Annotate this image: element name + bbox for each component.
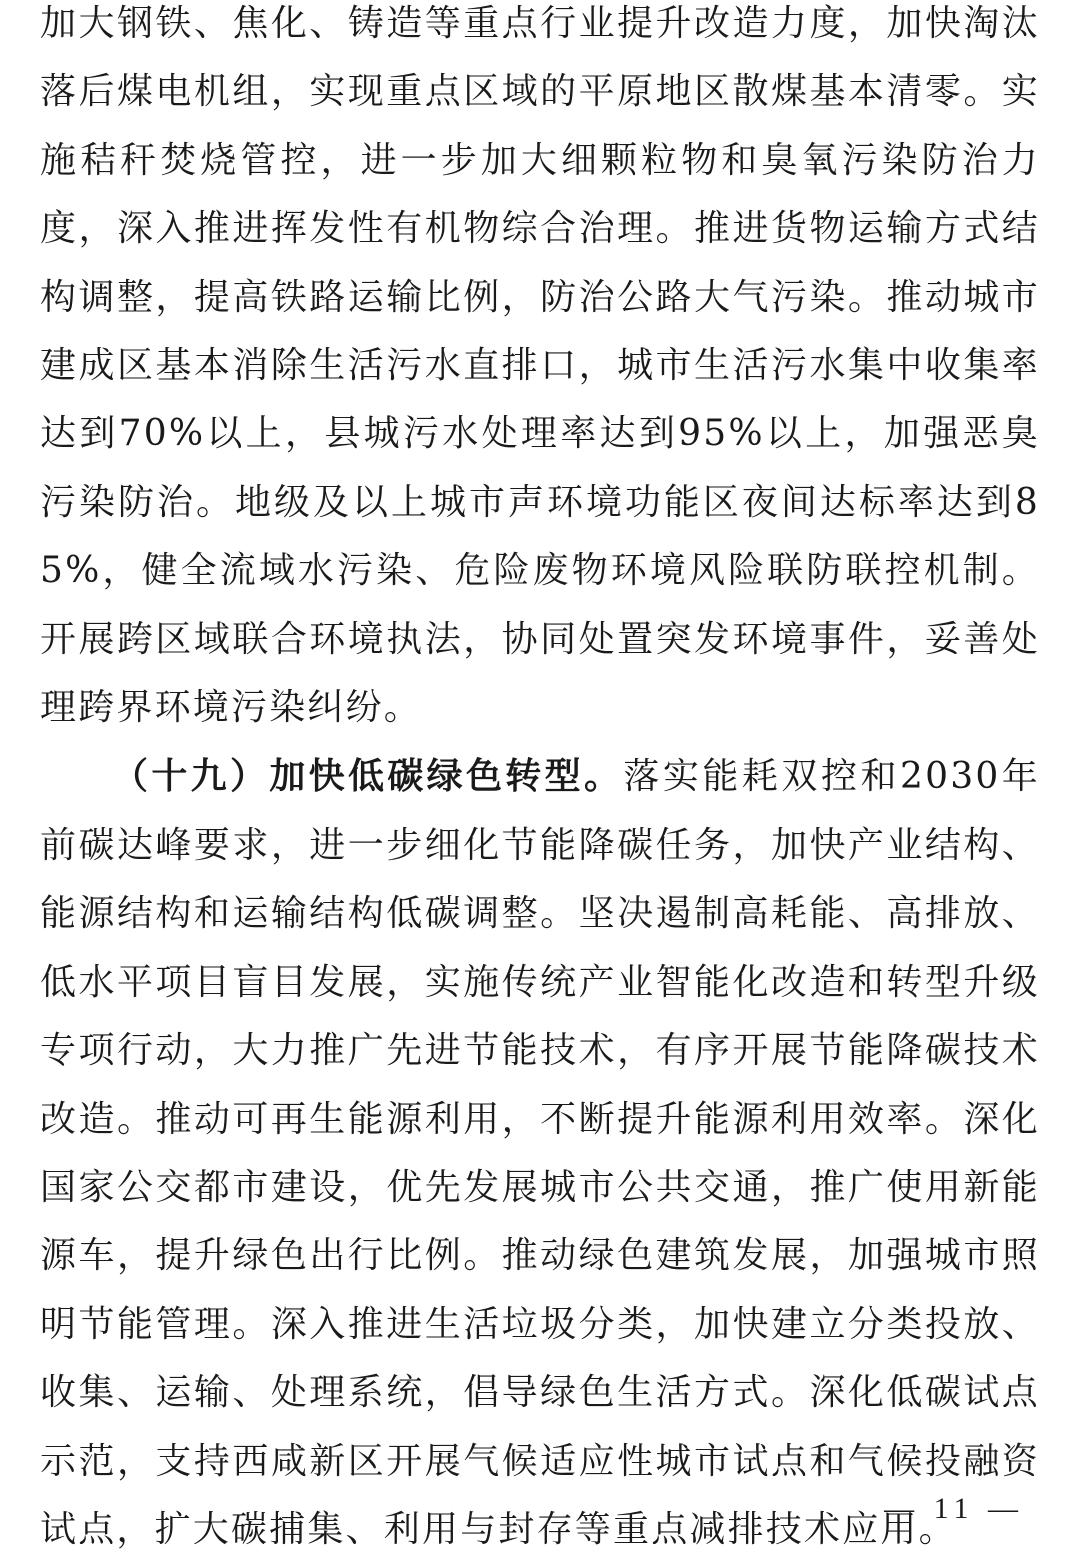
section-heading: （十九）加快低碳绿色转型。 <box>112 755 624 798</box>
body-paragraph: 加大钢铁、焦化、铸造等重点行业提升改造力度，加快淘汰落后煤电机组，实现重点区域的平原地区散煤基本清零。实施秸秆焚烧管控，进一步加大细颗粒物和臭氧污染防治力度，深入推进挥发性有机物综合治理。推进货物运输方式结构调整，提高铁路运输比例，防治公路大气污染。推动城市建成区基本消除生活污水直排口，城市生活污水集中收集率达到70%以上，县城污水处理率达到95%以上，加强恶臭污染防治。地级及以上城市声环境功能区夜间达标率达到85%，健全流域水污染、危险废物环境风险联防联控机制。开展跨区域联合环境执法，协同处置突发环境事件，妥善处理跨界环境污染纠纷。 <box>40 3 1040 729</box>
section-paragraph <box>40 742 1040 1564</box>
section-body: 落实能耗双控和2030年前碳达峰要求，进一步细化节能降碳任务，加快产业结构、能源结构和运输结构低碳调整。坚决遏制高耗能、高排放、低水平项目盲目发展，实施传统产业智能化改造和转型升级专项行动，大力推广先进节能技术，有序开展节能降碳技术改造。推动可再生能源利用，不断提升能源利用效率。深化国家公交都市建设，优先发展城市公共交通，推广使用新能源车，提升绿色出行比例。推动绿色建筑发展，加强城市照明节能管理。深入推进生活垃圾分类，加快建立分类投放、收集、运输、处理系统，倡导绿色生活方式。深化低碳试点示范，支持西咸新区开展气候适应性城市试点和气候投融资试点，扩大碳捕集、利用与封存等重点减排技术应用。 <box>40 756 1040 1550</box>
page-number: — 11 — <box>884 1492 1024 1525</box>
document-page <box>40 0 1040 1551</box>
